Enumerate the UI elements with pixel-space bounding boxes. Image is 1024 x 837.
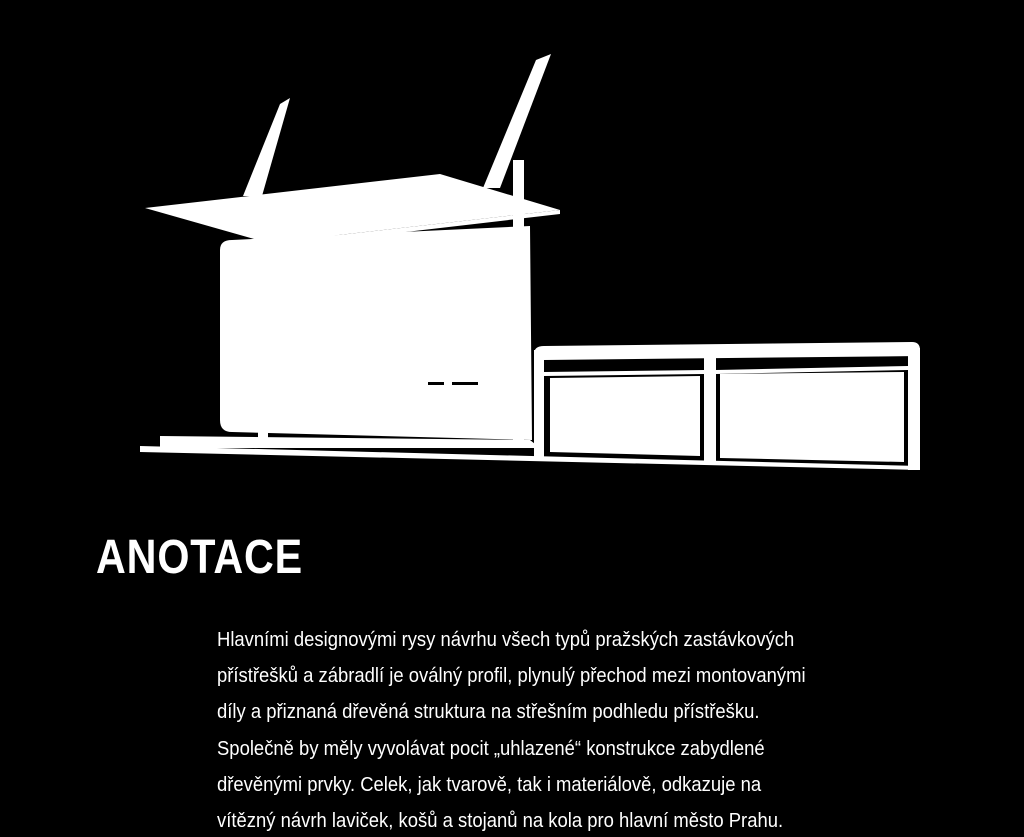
annotation-paragraph [217,622,937,837]
paragraph-line: dřevěnými prvky. Celek, jak tvarově, tak i materiálově, odkazuje na [217,772,762,796]
paragraph-line: přístřešků a zábradlí je oválný profil, plynulý přechod mezi montovanými [217,664,806,688]
left-support [243,98,290,196]
paragraph-line: díly a přiznaná dřevěná struktura na střešním podhledu přístřešku. [217,700,760,724]
paragraph-line: Společně by měly vyvolávat pocit „uhlazené“ konstrukce zabydlené [217,736,765,760]
paragraph-line: Hlavními designovými rysy návrhu všech typů pražských zastávkových [217,628,795,651]
railing [534,342,920,470]
left-post [258,240,268,440]
panel-mark [428,382,444,385]
section-heading: ANOTACE [96,531,304,584]
paragraph-line: vítězný návrh laviček, košů a stojanů na kola pro hlavní město Prahu. [217,809,784,833]
panel-mark [452,382,478,385]
